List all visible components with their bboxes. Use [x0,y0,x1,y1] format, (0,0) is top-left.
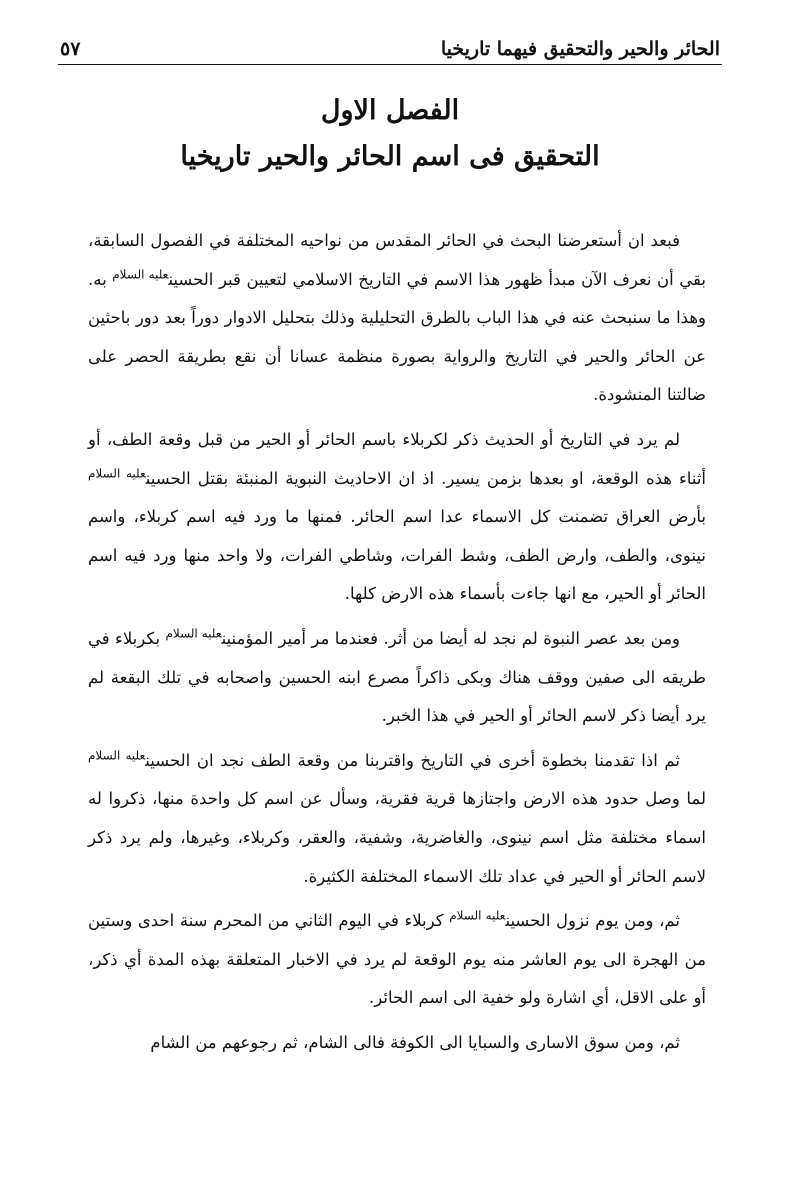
paragraph-4-text-b: لما وصل حدود هذه الارض واجتازها قرية فقرية، وسأل عن اسم كل واحدة منها، ذكروا له اسماء مختلفة مثل اسم نينوى، والغاضرية، وشفية، والعقر، وكربلاء، وغيرها، ولم يرد ذكر لاسم الحائر أو الحير في عداد تلك الاسماء المختلفة الكثيرة. [88,789,706,886]
running-header [60,26,720,60]
paragraph-5 [88,902,706,1018]
honorific-mark: عليه السلام [88,748,146,763]
chapter-title: التحقيق فى اسم الحائر والحير تاريخيا [180,141,600,172]
paragraph-5-text-a: ثم، ومن يوم نزول الحسين [505,911,680,931]
honorific-mark: عليه السلام [112,267,169,282]
honorific-mark: عليه السلام [449,908,506,923]
paragraph-1-text-b: به. وهذا ما سنبحث عنه في هذا الباب بالطرق التحليلية وذلك بتحليل الادوار دوراً بعد دور باحثين عن الحائر والحير في التاريخ والرواية بصورة منظمة عسانا أن نقع بطريقة الحصر على ضالتنا المنشودة. [88,269,706,405]
paragraph-6 [88,1024,706,1063]
paragraph-3-text-b: بكربلاء في طريقه الى صفين ووقف هناك وبكى ذاكراً مصرع ابنه الحسين واصحابه في تلك البقعة لم يرد أيضا ذكر لاسم الحائر أو الحير في هذا الخبر. [88,628,706,726]
paragraph-1 [88,222,706,415]
paragraph-3-text-a: ومن بعد عصر النبوة لم نجد له أيضا من أثر. فعندما مر أمير المؤمنين [221,628,681,648]
paragraph-3 [88,620,706,736]
paragraph-2 [88,421,706,614]
running-header-title: الحائر والحير والتحقيق فيهما تاريخيا [440,38,720,60]
header-divider [58,64,722,65]
chapter-heading [60,88,720,180]
paragraph-2-text-b: بأرض العراق تضمنت كل الاسماء عدا اسم الحائر. فمنها ما ورد فيه اسم كربلاء، واسم نينوى، والطف، وارض الطف، وشط الفرات، وشاطي الفرات، ولا واحد منها ورد فيه اسم الحائر أو الحير، مع انها جاءت بأسماء هذه الارض كلها. [88,507,706,604]
paragraph-2-text-a: لم يرد في التاريخ أو الحديث ذكر لكربلاء باسم الحائر أو الحير من قبل وقعة الطف، أو أثناء هذه الوقعة، او بعدها بزمن يسير. اذ ان الاحاديث النبوية المنبئة بقتل الحسين [88,429,706,488]
paragraph-4-text-a: ثم اذا تقدمنا بخطوة أخرى في التاريخ واقتربنا من وقعة الطف نجد ان الحسين [145,750,681,770]
paragraph-4 [88,742,706,896]
chapter-label: الفصل الاول [320,95,460,126]
paragraph-6-text-a: ثم، ومن سوق الاسارى والسبايا الى الكوفة فالى الشام، ثم رجوعهم من الشام [150,1032,680,1052]
page-number: ٥٧ [60,38,81,60]
paragraph-1-text-a: فبعد ان أستعرضنا البحث في الحائر المقدس من نواحيه المختلفة في الفصول السابقة، بقي أن نعرف الآن مبدأ ظهور هذا الاسم في التاريخ الاسلامي لتعيين قبر الحسين [88,231,706,289]
body-text [88,222,706,1068]
honorific-mark: عليه السلام [165,626,222,641]
paragraph-5-text-b: كربلاء في اليوم الثاني من المحرم سنة احدى وستين من الهجرة الى يوم العاشر منه يوم الوقعة لم يرد في الاخبار المتعلقة بهذه المدة أي ذكر، أو على الاقل، أي اشارة ولو خفية الى اسم الحائر. [88,911,706,1008]
honorific-mark: عليه السلام [88,466,146,481]
